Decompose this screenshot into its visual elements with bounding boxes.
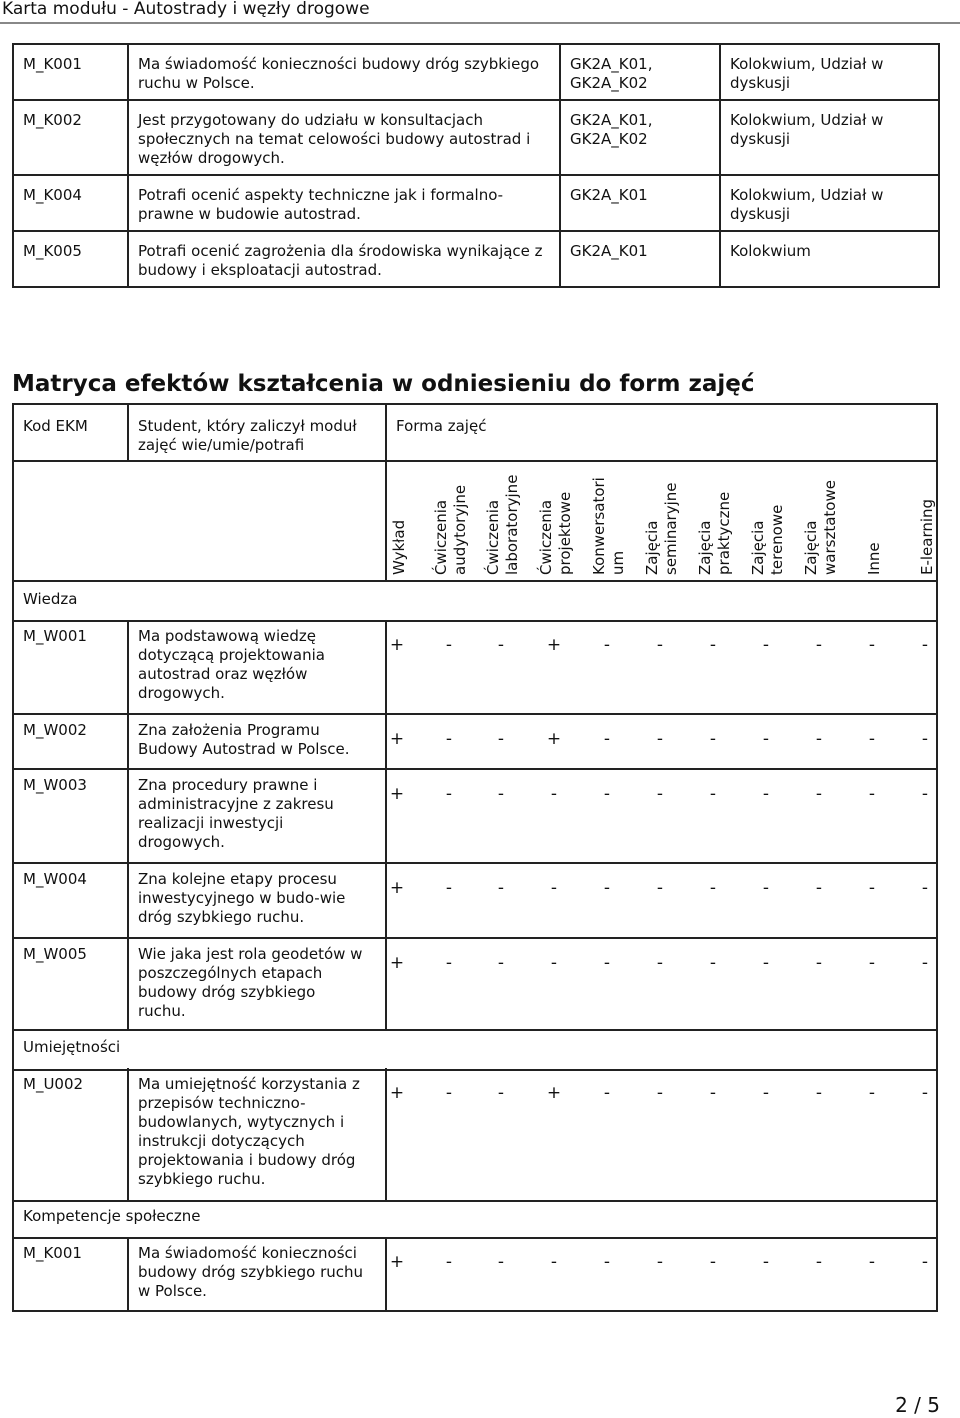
- form-mark: +: [389, 1252, 405, 1272]
- form-mark: -: [815, 1083, 823, 1103]
- form-mark: +: [389, 878, 405, 898]
- divider: [385, 1237, 387, 1310]
- form-mark: -: [709, 1252, 717, 1272]
- effect-description: Potrafi ocenić zagrożenia dla środowiska wynikające z budowy i eksploatacji autostrad.: [128, 231, 560, 287]
- description-line: realizacji inwestycji: [138, 814, 284, 832]
- form-mark: -: [868, 784, 876, 804]
- form-mark: +: [389, 729, 405, 749]
- form-mark: -: [815, 1252, 823, 1272]
- divider: [385, 620, 387, 713]
- divider: [14, 620, 936, 622]
- divider: [385, 863, 387, 937]
- form-mark: -: [762, 784, 770, 804]
- divider: [127, 1068, 129, 1200]
- column-header-10: [918, 499, 937, 575]
- effects-table: [12, 43, 940, 288]
- description-line: Zna założenia Programu: [138, 721, 320, 739]
- description-line: budowlanych, wytycznych i: [138, 1113, 345, 1131]
- form-mark: -: [656, 1252, 664, 1272]
- form-mark: +: [546, 729, 562, 749]
- column-header-line: Konwersatori: [590, 477, 608, 575]
- table-row: [13, 44, 939, 100]
- row-code: M_W005: [23, 945, 87, 963]
- form-mark: -: [921, 1083, 929, 1103]
- column-header-1: [432, 485, 470, 575]
- description-line: inwestycyjnego w budo-wie: [138, 889, 346, 907]
- row-code: M_W004: [23, 870, 87, 888]
- section-label: Umiejętności: [23, 1038, 121, 1056]
- column-header-5: [643, 483, 681, 575]
- page-number: 2 / 5: [895, 1393, 940, 1417]
- column-header-7: [749, 505, 787, 575]
- form-mark: -: [656, 635, 664, 655]
- divider: [385, 769, 387, 862]
- column-header-line: E-learning: [917, 498, 936, 575]
- divider: [14, 580, 936, 582]
- form-mark: -: [815, 635, 823, 655]
- description-line: instrukcji dotyczących: [138, 1132, 305, 1150]
- form-mark: -: [603, 878, 611, 898]
- form-mark: -: [868, 953, 876, 973]
- form-mark: -: [762, 1252, 770, 1272]
- form-mark: -: [603, 635, 611, 655]
- form-mark: -: [497, 1083, 505, 1103]
- divider: [127, 1237, 129, 1310]
- form-mark: -: [921, 729, 929, 749]
- form-mark: -: [656, 1083, 664, 1103]
- divider: [14, 1200, 936, 1202]
- row-description: [138, 776, 383, 852]
- column-header-line: Inne: [864, 542, 883, 575]
- divider: [14, 1029, 936, 1031]
- effect-verification: Kolokwium: [720, 231, 939, 287]
- description-line: Ma podstawową wiedzę: [138, 627, 316, 645]
- divider: [127, 938, 129, 1029]
- description-line: szybkiego ruchu.: [138, 1170, 266, 1188]
- row-code: M_W002: [23, 721, 87, 739]
- row-description: [138, 870, 383, 927]
- section-label: Wiedza: [23, 590, 78, 608]
- column-header-2: [484, 475, 522, 575]
- effect-description: Potrafi ocenić aspekty techniczne jak i formalno-prawne w budowie autostrad.: [128, 175, 560, 231]
- divider: [127, 714, 129, 768]
- form-mark: -: [921, 635, 929, 655]
- description-line: ruchu.: [138, 1002, 186, 1020]
- divider: [385, 714, 387, 768]
- row-code: M_K001: [23, 1244, 82, 1262]
- description-line: drogowych.: [138, 833, 225, 851]
- form-mark: -: [709, 878, 717, 898]
- form-mark: -: [497, 953, 505, 973]
- form-mark: -: [868, 729, 876, 749]
- description-line: Ma umiejętność korzystania z: [138, 1075, 360, 1093]
- matrix-title: Matryca efektów kształcenia w odniesieniu do form zajęć: [12, 371, 755, 397]
- page-header-title: Karta modułu - Autostrady i węzły drogowe: [2, 0, 370, 19]
- form-mark: -: [497, 729, 505, 749]
- form-mark: -: [656, 878, 664, 898]
- form-mark: -: [603, 953, 611, 973]
- description-line: przepisów techniczno-: [138, 1094, 306, 1112]
- column-header-4: [590, 477, 628, 575]
- form-mark: -: [550, 784, 558, 804]
- divider: [14, 862, 936, 864]
- effect-code: M_K002: [13, 100, 128, 175]
- form-mark: -: [709, 635, 717, 655]
- form-mark: -: [868, 635, 876, 655]
- form-mark: -: [497, 1252, 505, 1272]
- description-line: administracyjne z zakresu: [138, 795, 334, 813]
- table-row: [13, 231, 939, 287]
- form-mark: -: [550, 1252, 558, 1272]
- description-line: budowy dróg szybkiego ruchu: [138, 1263, 364, 1281]
- row-code: M_U002: [23, 1075, 84, 1093]
- effect-references: GK2A_K01, GK2A_K02: [560, 100, 720, 175]
- form-mark: -: [762, 729, 770, 749]
- form-mark: -: [445, 1252, 453, 1272]
- column-header-line: praktyczne: [715, 491, 733, 575]
- column-header-0: [390, 520, 409, 575]
- row-description: [138, 627, 383, 703]
- effect-description: Ma świadomość konieczności budowy dróg szybkiego ruchu w Polsce.: [128, 44, 560, 100]
- description-line: autostrad oraz węzłów: [138, 665, 308, 683]
- divider: [14, 713, 936, 715]
- form-mark: -: [921, 878, 929, 898]
- description-line: dotyczącą projektowania: [138, 646, 325, 664]
- column-header-line: Ćwiczenia: [537, 499, 555, 575]
- form-mark: -: [709, 784, 717, 804]
- description-line: Zna kolejne etapy procesu: [138, 870, 337, 888]
- column-header-line: Ćwiczenia: [432, 499, 450, 575]
- form-mark: -: [762, 953, 770, 973]
- form-mark: -: [445, 878, 453, 898]
- form-mark: -: [445, 635, 453, 655]
- divider: [127, 405, 129, 460]
- form-mark: -: [603, 729, 611, 749]
- divider: [127, 769, 129, 862]
- effect-code: M_K005: [13, 231, 128, 287]
- column-header-line: audytoryjne: [451, 484, 469, 575]
- column-header-3: [537, 492, 575, 575]
- form-mark: +: [389, 635, 405, 655]
- effect-code: M_K004: [13, 175, 128, 231]
- divider: [127, 620, 129, 713]
- effect-verification: Kolokwium, Udział w dyskusji: [720, 100, 939, 175]
- divider: [385, 405, 387, 580]
- description-line: budowy dróg szybkiego: [138, 983, 316, 1001]
- form-mark: -: [815, 784, 823, 804]
- matrix-table: [12, 403, 938, 1312]
- form-mark: -: [497, 635, 505, 655]
- form-mark: -: [709, 729, 717, 749]
- column-header-line: Zajęcia: [802, 520, 820, 575]
- form-mark: -: [815, 953, 823, 973]
- divider: [14, 460, 936, 462]
- form-mark: -: [603, 1252, 611, 1272]
- form-mark: -: [921, 784, 929, 804]
- form-mark: -: [656, 729, 664, 749]
- column-header-line: Zajęcia: [696, 520, 714, 575]
- form-mark: +: [546, 635, 562, 655]
- description-line: Wie jaka jest rola geodetów w: [138, 945, 363, 963]
- row-description: [138, 721, 383, 759]
- form-mark: -: [603, 1083, 611, 1103]
- column-header-9: [865, 542, 884, 575]
- form-mark: +: [546, 1083, 562, 1103]
- form-mark: -: [445, 1083, 453, 1103]
- effect-references: GK2A_K01, GK2A_K02: [560, 44, 720, 100]
- effect-references: GK2A_K01: [560, 231, 720, 287]
- form-mark: -: [709, 953, 717, 973]
- form-mark: -: [815, 729, 823, 749]
- effect-verification: Kolokwium, Udział w dyskusji: [720, 175, 939, 231]
- row-code: M_W003: [23, 776, 87, 794]
- row-code: M_W001: [23, 627, 87, 645]
- form-mark: -: [497, 784, 505, 804]
- form-mark: -: [445, 784, 453, 804]
- effect-code: M_K001: [13, 44, 128, 100]
- form-mark: -: [550, 953, 558, 973]
- form-mark: -: [497, 878, 505, 898]
- row-description: [138, 1075, 383, 1189]
- form-mark: -: [921, 953, 929, 973]
- column-header-line: Ćwiczenia: [484, 499, 502, 575]
- form-mark: -: [815, 878, 823, 898]
- form-mark: -: [868, 1252, 876, 1272]
- column-header-line: Zajęcia: [749, 520, 767, 575]
- form-mark: -: [603, 784, 611, 804]
- description-line: poszczególnych etapach: [138, 964, 323, 982]
- form-mark: -: [868, 878, 876, 898]
- column-header-line: um: [609, 550, 627, 575]
- divider: [14, 937, 936, 939]
- divider: [14, 1069, 936, 1071]
- divider: [385, 938, 387, 1029]
- form-mark: +: [389, 1083, 405, 1103]
- description-line: drogowych.: [138, 684, 225, 702]
- column-header-line: Zajęcia: [643, 520, 661, 575]
- form-mark: -: [656, 953, 664, 973]
- column-header-6: [696, 492, 734, 575]
- form-mark: -: [445, 953, 453, 973]
- form-mark: -: [762, 1083, 770, 1103]
- divider: [127, 863, 129, 937]
- row-description: [138, 1244, 383, 1301]
- column-header-line: warsztatowe: [821, 480, 839, 575]
- effect-verification: Kolokwium, Udział w dyskusji: [720, 44, 939, 100]
- description-line: w Polsce.: [138, 1282, 207, 1300]
- column-header-line: seminaryjne: [662, 482, 680, 575]
- form-mark: -: [762, 635, 770, 655]
- form-mark: -: [445, 729, 453, 749]
- effect-references: GK2A_K01: [560, 175, 720, 231]
- form-mark: -: [709, 1083, 717, 1103]
- table-row: [13, 100, 939, 175]
- description-line: projektowania i budowy dróg: [138, 1151, 356, 1169]
- head-code: Kod EKM: [23, 417, 88, 435]
- divider: [385, 1068, 387, 1200]
- divider: [14, 768, 936, 770]
- page-header: [0, 0, 960, 24]
- description-line: Ma świadomość konieczności: [138, 1244, 357, 1262]
- form-mark: -: [656, 784, 664, 804]
- divider: [14, 1237, 936, 1239]
- column-header-line: laboratoryjne: [503, 474, 521, 575]
- head-student: Student, który zaliczył moduł zajęć wie/umie/potrafi: [138, 417, 357, 454]
- effect-description: Jest przygotowany do udziału w konsultacjach społecznych na temat celowości budowy autostrad i węzłów drogowych.: [128, 100, 560, 175]
- form-mark: -: [868, 1083, 876, 1103]
- description-line: Budowy Autostrad w Polsce.: [138, 740, 350, 758]
- column-header-line: terenowe: [768, 504, 786, 575]
- column-header-line: Wykład: [389, 519, 408, 575]
- row-description: [138, 945, 383, 1021]
- form-mark: -: [921, 1252, 929, 1272]
- form-mark: +: [389, 784, 405, 804]
- form-mark: -: [762, 878, 770, 898]
- section-label: Kompetencje społeczne: [23, 1207, 201, 1225]
- table-row: [13, 175, 939, 231]
- description-line: Zna procedury prawne i: [138, 776, 318, 794]
- column-header-line: projektowe: [556, 491, 574, 575]
- description-line: dróg szybkiego ruchu.: [138, 908, 305, 926]
- head-forms: Forma zajęć: [396, 417, 487, 435]
- column-header-8: [802, 480, 840, 575]
- form-mark: +: [389, 953, 405, 973]
- form-mark: -: [550, 878, 558, 898]
